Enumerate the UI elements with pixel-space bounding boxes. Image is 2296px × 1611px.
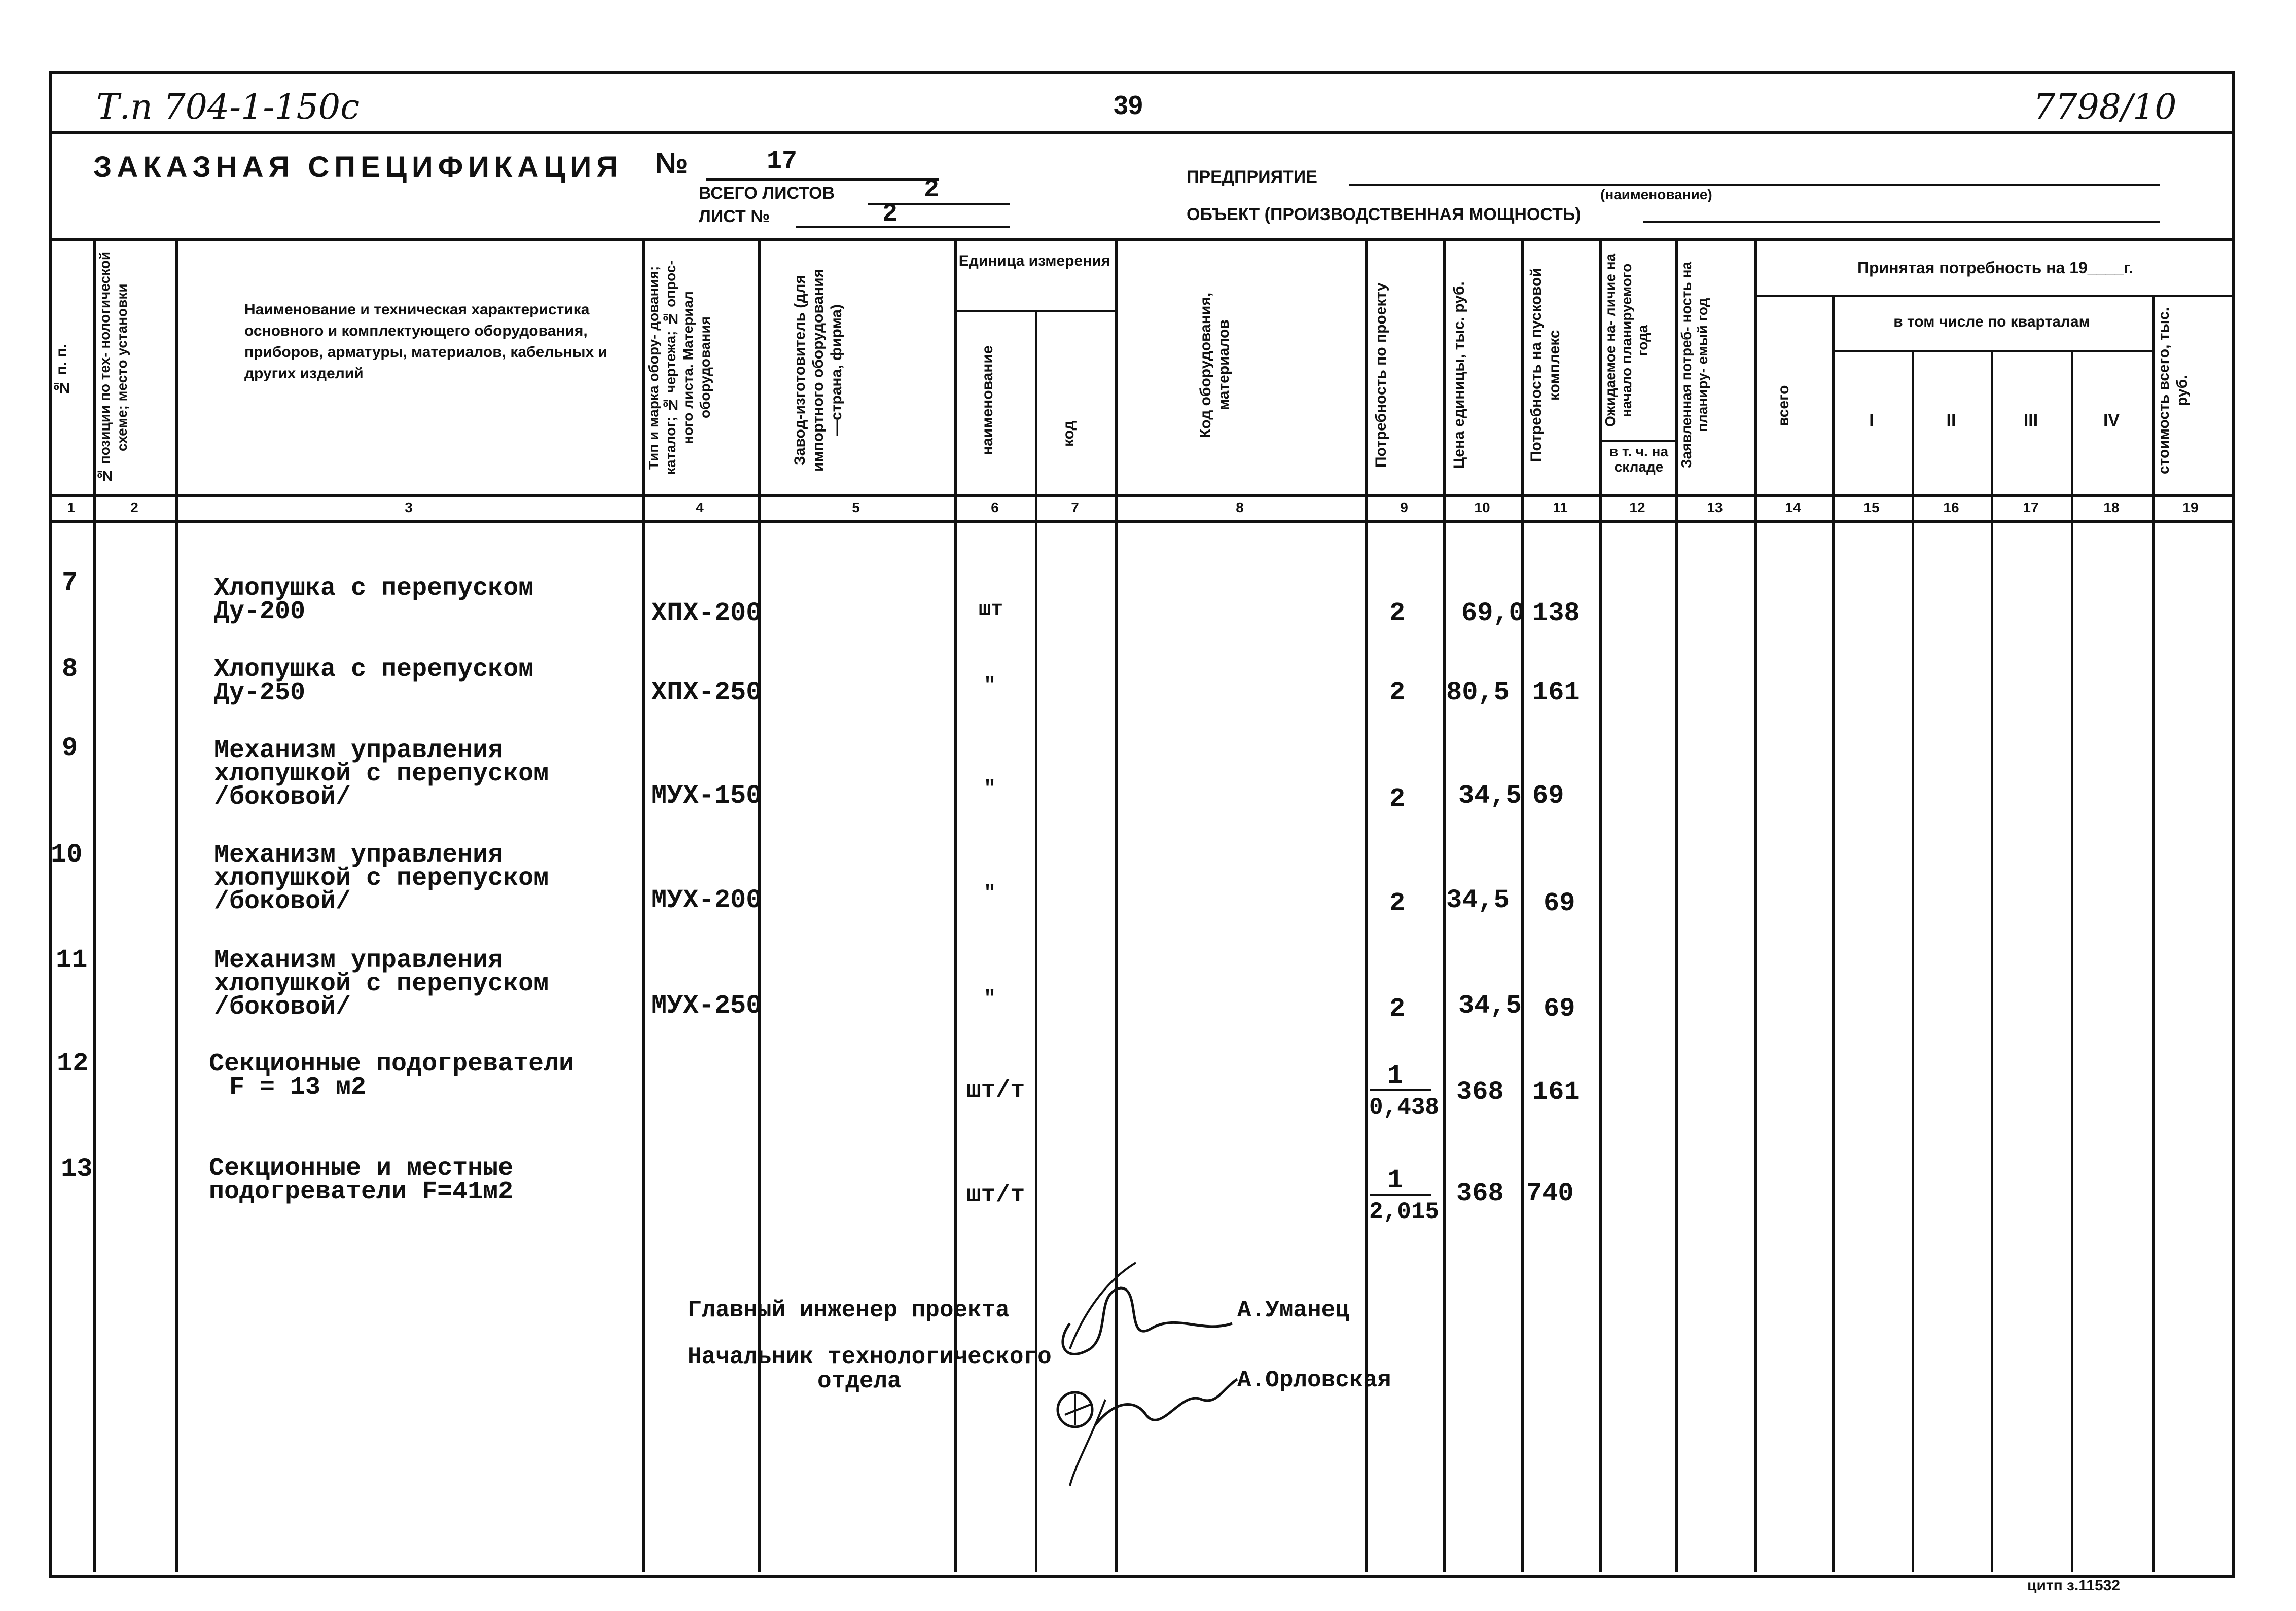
row-12-fraction-bar — [1370, 1089, 1431, 1091]
col-line-10 — [1521, 238, 1524, 1572]
colnum-13: 13 — [1707, 499, 1723, 515]
col-header-q1: I — [1869, 411, 1874, 430]
colnum-18: 18 — [2103, 499, 2120, 515]
table-top-line — [49, 238, 2232, 241]
col-line-18 — [2152, 295, 2155, 1572]
col-header-8: Код оборудования, материалов — [1197, 292, 1232, 438]
colnum-14: 14 — [1785, 499, 1801, 515]
colnum-bottom-line — [49, 520, 2232, 523]
colnum-10: 10 — [1474, 499, 1490, 515]
colnum-8: 8 — [1236, 499, 1244, 515]
total-sheets-label: ВСЕГО ЛИСТОВ — [699, 184, 835, 203]
row-9-name — [214, 736, 549, 812]
row-11-need: 2 — [1389, 994, 1406, 1024]
sheet-value: 2 — [882, 200, 898, 229]
row-13-fraction-bar — [1370, 1194, 1431, 1196]
row-13-need-bottom: 2,015 — [1369, 1199, 1440, 1225]
colnum-6: 6 — [991, 499, 999, 515]
row-8-name-line1: Хлопушка с перепуском — [214, 655, 534, 684]
col-header-6: наименование — [979, 345, 996, 456]
c12-sub-line — [1602, 440, 1675, 442]
row-8-name — [214, 655, 534, 707]
row-10-type: МУХ-200 — [651, 885, 762, 915]
colnum-5: 5 — [852, 499, 860, 515]
row-8-price: 80,5 — [1446, 677, 1510, 707]
row-10-need: 2 — [1389, 888, 1406, 918]
row-9-need: 2 — [1389, 784, 1406, 814]
row-13-price: 368 — [1456, 1178, 1504, 1208]
row-10-number: 10 — [51, 840, 83, 870]
colnum-1: 1 — [67, 499, 75, 515]
enterprise-line — [1349, 184, 2160, 186]
sheet-field — [796, 200, 1010, 229]
row-12-name-line1: Секционные подогреватели — [209, 1050, 575, 1079]
row-10-name-line1: Механизм управления — [214, 841, 504, 870]
total-sheets-value: 2 — [924, 175, 940, 204]
row-12-launch: 161 — [1532, 1077, 1580, 1107]
col-header-7: код — [1060, 420, 1077, 447]
row-8-need: 2 — [1389, 677, 1406, 707]
col-line-5 — [954, 238, 957, 1572]
col-line-17 — [2071, 350, 2073, 1572]
colnum-19: 19 — [2182, 499, 2199, 515]
row-7-name-line2: Ду-200 — [214, 597, 306, 626]
row-7-name — [214, 574, 534, 626]
col-header-9: Потребность по проекту — [1373, 282, 1389, 468]
row-7-price: 69,0 — [1461, 598, 1525, 628]
colnum-2: 2 — [130, 499, 138, 515]
colnum-9: 9 — [1400, 499, 1408, 515]
col-header-accepted: Принятая потребность на 19____г. — [1857, 259, 2133, 277]
row-9-name-line3: /боковой/ — [214, 783, 351, 812]
col-header-3: Наименование и техническая характеристика основного и комплектующего оборудования, приборов, арматуры, материалов, кабельных и других изделий — [244, 301, 607, 382]
col-header-q4: IV — [2103, 411, 2120, 430]
row-8-number: 8 — [62, 654, 78, 684]
enterprise-label: ПРЕДПРИЯТИЕ — [1187, 167, 1317, 187]
row-11-launch: 69 — [1544, 994, 1575, 1024]
dept-head-name: А.Орловская — [1237, 1367, 1391, 1393]
col-header-13: Заявленная потреб- ность на планиру- емый год — [1678, 262, 1710, 469]
header-divider — [49, 131, 2232, 134]
printing-stamp: цитп з.11532 — [2027, 1577, 2121, 1594]
spec-title: ЗАКАЗНАЯ СПЕЦИФИКАЦИЯ — [93, 151, 623, 184]
row-10-price: 34,5 — [1446, 885, 1510, 915]
row-13-need-top: 1 — [1387, 1165, 1404, 1195]
col-header-quarters: в том числе по кварталам — [1893, 313, 2090, 330]
row-8-name-line2: Ду-250 — [214, 678, 306, 707]
col-header-11: Потребность на пусковой комплекс — [1528, 268, 1563, 462]
row-7-unit: шт — [979, 598, 1003, 621]
col-line-16 — [1991, 350, 1993, 1572]
page-number: 39 — [1114, 91, 1143, 120]
row-11-unit: " — [984, 988, 996, 1011]
chief-engineer-name: А.Уманец — [1237, 1297, 1349, 1323]
colnum-17: 17 — [2023, 499, 2039, 515]
col-line-14 — [1832, 295, 1835, 1572]
signature-scribbles — [1034, 1247, 1247, 1491]
col-header-10: Цена единицы, тыс. руб. — [1451, 281, 1467, 469]
row-11-name — [214, 946, 549, 1022]
object-label: ОБЪЕКТ (ПРОИЗВОДСТВЕННАЯ МОЩНОСТЬ) — [1187, 205, 1581, 224]
row-12-name-line2: F = 13 м2 — [229, 1073, 367, 1102]
row-8-type: ХПХ-250 — [651, 677, 762, 707]
row-12-name — [209, 1050, 575, 1102]
col-header-19: стоимость всего, тыс. руб. — [2156, 307, 2191, 474]
spec-no-value: 17 — [767, 147, 798, 176]
col-header-4: Тип и марка обору- дования; каталог; № чертежа; № опрос- ного листа. Материал оборудования — [645, 260, 713, 475]
row-8-unit: " — [984, 674, 996, 697]
row-12-need-bottom: 0,438 — [1369, 1094, 1440, 1121]
row-12-need-top: 1 — [1387, 1061, 1404, 1091]
col-line-2 — [175, 238, 178, 1572]
col-line-13 — [1754, 238, 1757, 1572]
row-13-name — [209, 1154, 514, 1206]
row-11-name-line2: хлопушкой с перепуском — [214, 970, 549, 998]
col-line-11 — [1599, 238, 1602, 1572]
dept-head-label-2: отдела — [817, 1368, 902, 1394]
naming-note: (наименование) — [1600, 187, 1712, 202]
row-10-unit: " — [984, 882, 996, 905]
row-7-name-line1: Хлопушка с перепуском — [214, 574, 534, 603]
colnum-12: 12 — [1629, 499, 1645, 515]
row-13-launch: 740 — [1526, 1178, 1574, 1208]
col-header-unit: Единица измерения — [958, 253, 1110, 269]
row-7-type: ХПХ-200 — [651, 598, 762, 628]
dept-head-label-1: Начальник технологического — [688, 1344, 1052, 1370]
accepted-group-line — [1754, 295, 2232, 297]
row-11-name-line3: /боковой/ — [214, 993, 351, 1022]
row-9-launch: 69 — [1532, 781, 1564, 811]
row-8-launch: 161 — [1532, 677, 1580, 707]
row-11-name-line1: Механизм управления — [214, 946, 504, 975]
row-12-price: 368 — [1456, 1077, 1504, 1107]
sheet-code: 7798/10 — [2033, 87, 2177, 127]
object-line — [1643, 221, 2160, 223]
colnum-15: 15 — [1863, 499, 1880, 515]
sheet-label: ЛИСТ № — [699, 207, 770, 226]
row-9-name-line1: Механизм управления — [214, 736, 504, 765]
document-code: Т.п 704-1-150с — [96, 87, 360, 127]
row-13-name-line2: подогреватели F=41м2 — [209, 1177, 514, 1206]
unit-group-line — [954, 310, 1115, 312]
row-9-price: 34,5 — [1458, 781, 1522, 811]
col-header-2: № позиции по тех- нологической схеме; место установки — [97, 251, 130, 484]
col-header-5: Завод-изготовитель (для импортного оборудования —страна, фирма) — [792, 268, 845, 472]
col-header-14: всего — [1775, 385, 1792, 426]
row-10-name — [214, 841, 549, 916]
row-10-name-line3: /боковой/ — [214, 887, 351, 916]
row-10-launch: 69 — [1544, 888, 1575, 918]
col-line-15 — [1912, 350, 1914, 1572]
row-7-number: 7 — [62, 568, 78, 598]
colnum-4: 4 — [696, 499, 704, 515]
row-13-unit: шт/т — [966, 1182, 1025, 1209]
colnum-3: 3 — [405, 499, 413, 515]
spec-no-field — [706, 148, 939, 181]
row-9-number: 9 — [62, 733, 78, 763]
col-header-12-sub: в т. ч. на складе — [1609, 444, 1669, 475]
col-header-1: № п. п. — [53, 344, 70, 397]
row-11-number: 11 — [56, 945, 88, 975]
row-13-number: 13 — [61, 1154, 93, 1184]
col-header-q3: III — [2023, 411, 2038, 430]
row-9-name-line2: хлопушкой с перепуском — [214, 760, 549, 789]
row-10-name-line2: хлопушкой с перепуском — [214, 864, 549, 893]
row-7-launch: 138 — [1532, 598, 1580, 628]
row-9-unit: " — [984, 778, 996, 801]
row-7-need: 2 — [1389, 598, 1406, 628]
chief-engineer-label: Главный инженер проекта — [688, 1297, 1010, 1323]
colnum-11: 11 — [1553, 499, 1568, 515]
spec-no-label: № — [655, 147, 688, 180]
row-12-unit: шт/т — [966, 1077, 1025, 1104]
col-header-12: Ожидаемое на- личие на начало планируемого года — [1602, 253, 1651, 427]
row-11-type: МУХ-250 — [651, 991, 762, 1021]
row-9-type: МУХ-150 — [651, 781, 762, 811]
colnum-16: 16 — [1943, 499, 1959, 515]
col-header-q2: II — [1946, 411, 1956, 430]
row-13-name-line1: Секционные и местные — [209, 1154, 514, 1183]
colnum-7: 7 — [1071, 499, 1079, 515]
row-11-price: 34,5 — [1458, 991, 1522, 1021]
row-12-number: 12 — [57, 1049, 89, 1079]
header-bottom-line — [49, 494, 2232, 497]
